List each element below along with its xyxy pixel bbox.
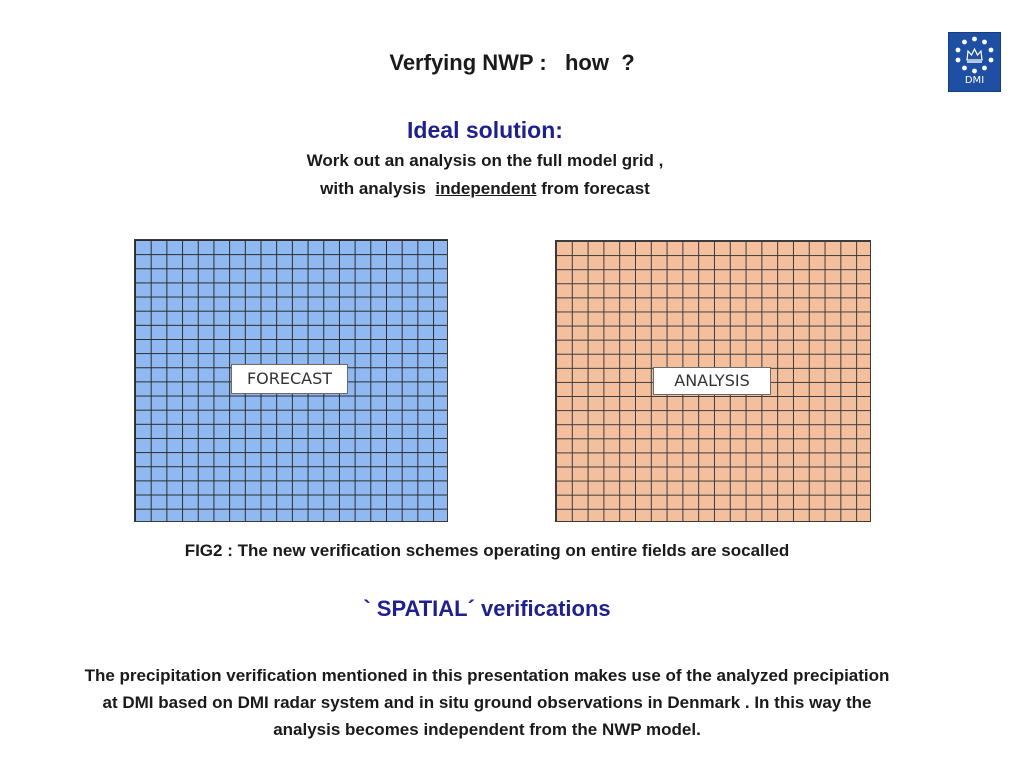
footer-paragraph: [0, 662, 974, 743]
forecast-label: FORECAST: [231, 364, 348, 394]
independent-underlined: independent: [435, 179, 537, 198]
description-line-1: Work out an analysis on the full model grid ,: [306, 151, 664, 170]
analysis-label: ANALYSIS: [653, 367, 771, 395]
description-line-2: [0, 179, 970, 199]
footer-line-2: at DMI based on DMI radar system and in situ ground observations in Denmark . In this way the: [102, 693, 872, 712]
dmi-logo: [948, 32, 1001, 92]
logo-text: DMI: [964, 75, 985, 86]
figure-caption: FIG2 : The new verification schemes operating on entire fields are socalled: [184, 541, 790, 560]
footer-line-1: The precipitation verification mentioned in this presentation makes use of the analyzed precipiation: [84, 666, 890, 685]
description-text: with analysis: [320, 179, 436, 198]
slide-title: Verfying NWP : how ?: [389, 50, 635, 75]
subtitle: Ideal solution:: [407, 117, 563, 143]
spatial-verifications-heading: ` SPATIAL´ verifications: [363, 596, 611, 621]
footer-line-3: analysis becomes independent from the NWP model.: [273, 720, 701, 739]
description-text: from forecast: [536, 179, 650, 198]
